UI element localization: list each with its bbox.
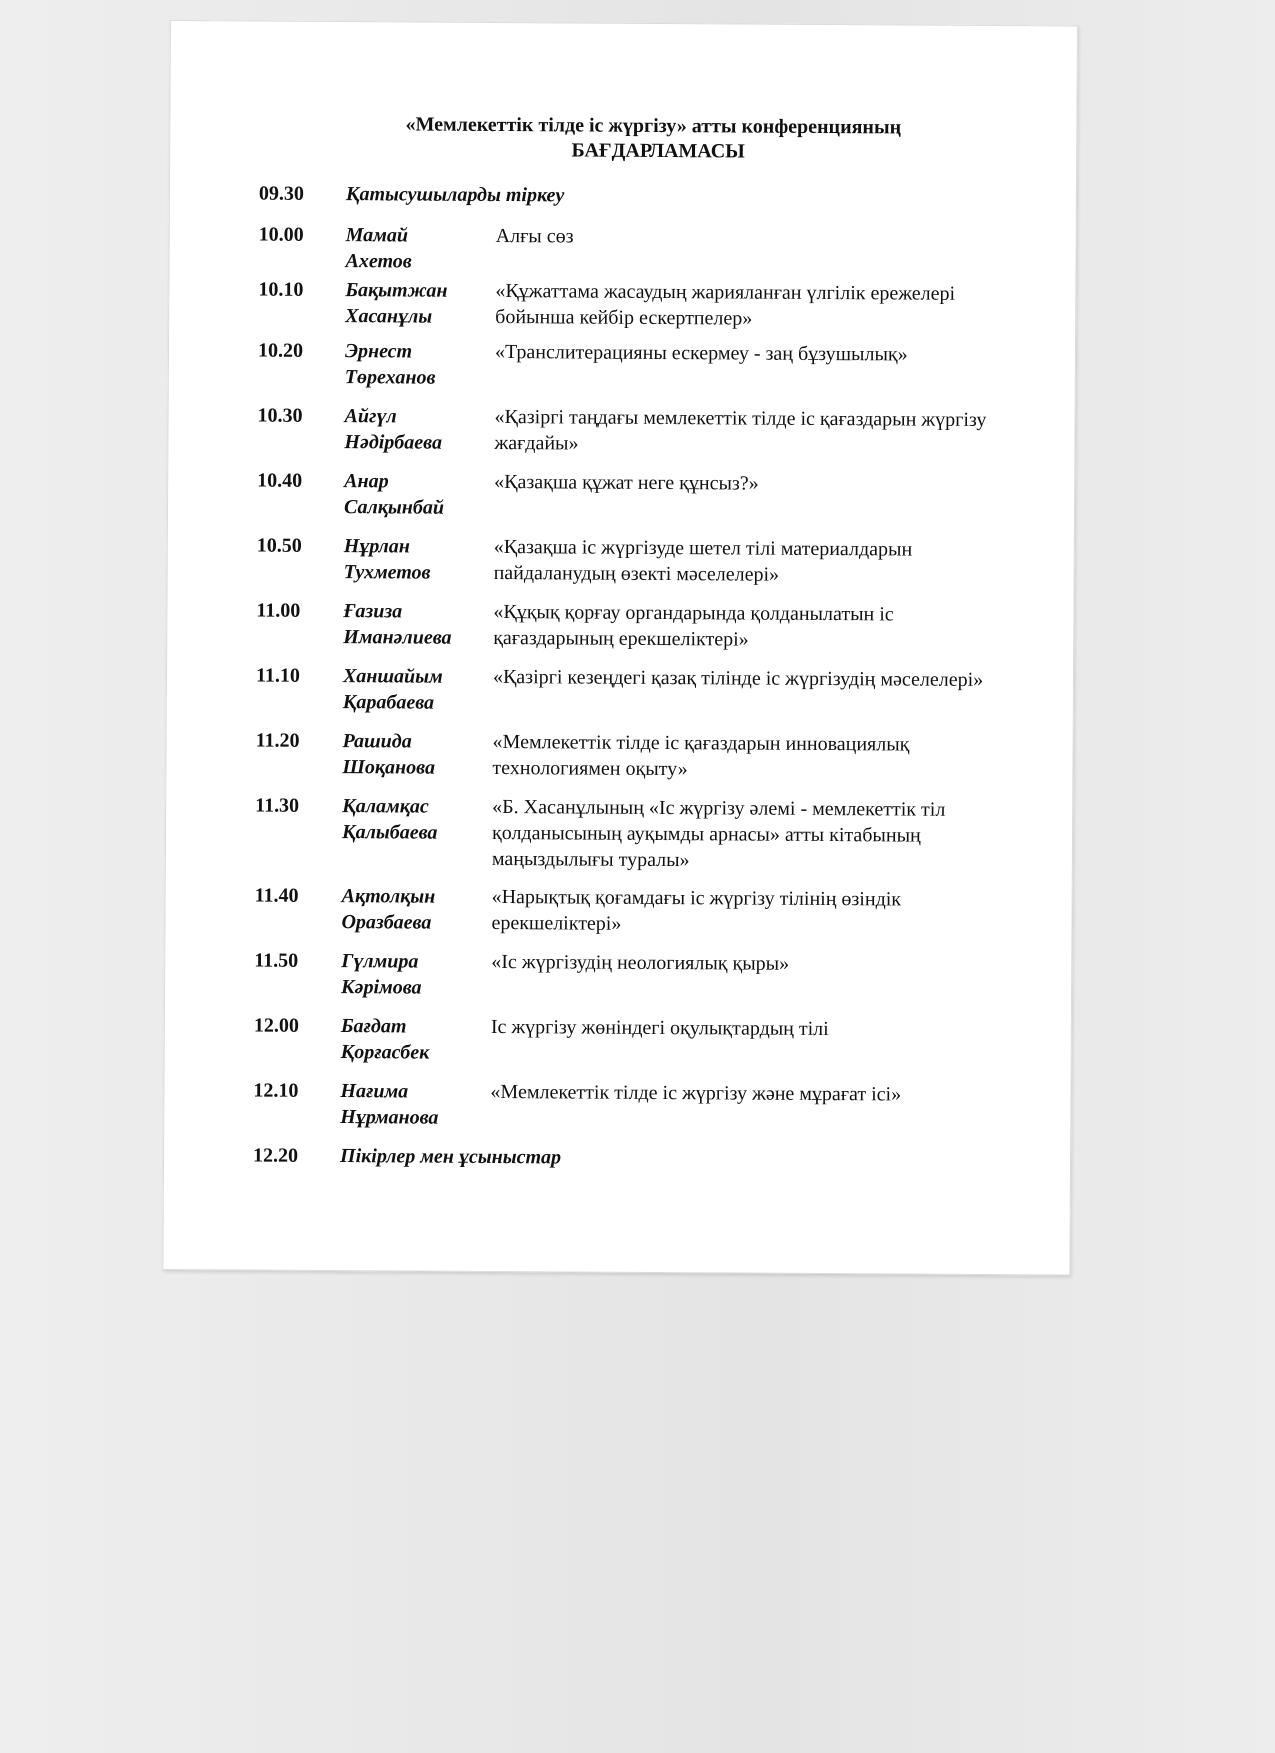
time-label: 12.20 xyxy=(252,1144,299,1167)
speaker-first-name: Айгүл xyxy=(344,405,397,428)
talk-topic: «Қазіргі кезеңдегі қазақ тілінде іс жүргізудің мәселелері» xyxy=(492,665,984,691)
agenda-item: Қатысушыларды тіркеу xyxy=(345,183,565,207)
schedule-row xyxy=(257,468,1057,519)
time-label: 09.30 xyxy=(258,182,305,205)
speaker-last-name: Қорғасбек xyxy=(340,1041,430,1064)
speaker-name xyxy=(342,728,492,781)
time-label: 10.50 xyxy=(256,534,302,557)
speaker-last-name: Ахетов xyxy=(345,250,412,273)
speaker-name xyxy=(345,277,495,330)
speaker-last-name: Салқынбай xyxy=(343,496,445,519)
speaker-first-name: Рашида xyxy=(342,730,412,753)
talk-topic: «Құжаттама жасаудың жарияланған үлгілік ережелері бойынша кейбір ескертпелер» xyxy=(495,279,956,330)
speaker-first-name: Ғазиза xyxy=(343,600,403,623)
program-heading: БАҒДАРЛАМАСЫ xyxy=(571,139,745,163)
talk-topic: Алғы сөз xyxy=(495,224,574,248)
speaker-last-name: Төреханов xyxy=(344,366,436,389)
time-label: 11.50 xyxy=(254,949,299,972)
talk-topic: «Құқық қорғау органдарында қолданылатын іс қағаздарының ерекшеліктері» xyxy=(493,600,894,651)
schedule-row xyxy=(253,1013,1054,1064)
conference-title: «Мемлекеттік тілде іс жүргізу» атты конференцияның xyxy=(405,113,902,139)
speaker-last-name: Қарабаева xyxy=(342,691,435,714)
agenda-item: Пікірлер мен ұсыныстар xyxy=(339,1145,562,1169)
talk-topic: «Іс жүргізудің неологиялық қыры» xyxy=(491,950,790,975)
time-label: 11.20 xyxy=(255,729,300,752)
talk-topic: Іс жүргізу жөніндегі оқулықтардың тілі xyxy=(490,1015,829,1041)
schedule-row xyxy=(252,1143,1053,1169)
speaker-last-name: Шоқанова xyxy=(342,756,436,779)
speaker-last-name: Кәрімова xyxy=(341,976,422,999)
schedule-row xyxy=(257,338,1058,389)
time-label: 11.00 xyxy=(256,599,301,622)
speaker-last-name: Иманәлиева xyxy=(343,626,452,649)
talk-topic: «Қазақша іс жүргізуде шетел тілі материалдарын пайдаланудың өзекті мәселелері» xyxy=(493,535,913,586)
talk-topic: «Мемлекеттік тілде іс жүргізу және мұрағат ісі» xyxy=(490,1080,902,1106)
time-label: 11.30 xyxy=(255,794,300,817)
schedule-row xyxy=(258,222,1059,273)
speaker-last-name: Қалыбаева xyxy=(341,821,438,844)
schedule-row xyxy=(254,883,1055,935)
speaker-name xyxy=(340,1078,490,1131)
speaker-first-name: Мамай xyxy=(345,224,409,247)
schedule-row xyxy=(257,403,1058,455)
speaker-first-name: Ханшайым xyxy=(342,665,443,688)
schedule-row xyxy=(253,1078,1054,1129)
talk-topic: «Б. Хасанұлының «Іс жүргізу әлемі - мемлекеттік тіл қолданысының ауқымды арнасы» атты кітабының маңыздылығы туралы» xyxy=(491,795,946,872)
talk-topic: «Транслитерацияны ескермеу - заң бұзушылық» xyxy=(494,340,908,366)
time-label: 10.00 xyxy=(258,223,304,246)
speaker-name xyxy=(344,403,494,456)
speaker-name xyxy=(341,948,491,1001)
speaker-last-name: Оразбаева xyxy=(341,911,432,934)
speaker-name xyxy=(341,1013,491,1066)
time-label: 10.30 xyxy=(257,404,303,427)
speaker-first-name: Эрнест xyxy=(344,340,413,363)
speaker-name xyxy=(342,793,492,846)
schedule-list xyxy=(252,181,1059,1169)
speaker-first-name: Нұрлан xyxy=(343,535,411,558)
schedule-row xyxy=(254,948,1054,999)
time-label: 11.10 xyxy=(255,664,300,687)
speaker-first-name: Бағдат xyxy=(340,1015,407,1038)
speaker-first-name: Гүлмира xyxy=(341,950,419,973)
time-label: 10.20 xyxy=(257,339,304,362)
speaker-last-name: Тухметов xyxy=(343,561,431,584)
document-header xyxy=(169,112,1077,166)
speaker-last-name: Хасанұлы xyxy=(345,305,433,328)
speaker-name xyxy=(345,222,495,275)
schedule-row xyxy=(255,793,1055,872)
schedule-row xyxy=(256,533,1057,586)
time-label: 10.10 xyxy=(258,278,304,301)
schedule-row xyxy=(256,598,1056,651)
time-label: 11.40 xyxy=(254,884,299,907)
speaker-first-name: Анар xyxy=(344,470,389,493)
speaker-name xyxy=(344,468,494,521)
speaker-last-name: Нәдірбаева xyxy=(344,431,443,454)
speaker-first-name: Қаламқас xyxy=(342,795,429,818)
speaker-name xyxy=(345,338,495,391)
talk-topic: «Нарықтық қоғамдағы іс жүргізу тілінің өзіндік ерекшеліктері» xyxy=(491,885,902,935)
schedule-row xyxy=(255,663,1056,714)
talk-topic: «Мемлекеттік тілде іс қағаздарын инновациялық технологиямен оқыту» xyxy=(492,730,910,781)
speaker-name xyxy=(343,663,493,716)
schedule-row xyxy=(258,181,1059,207)
talk-topic: «Қазақша құжат неге құнсыз?» xyxy=(494,470,759,495)
speaker-last-name: Нұрманова xyxy=(340,1106,439,1129)
time-label: 12.10 xyxy=(253,1079,299,1102)
schedule-row xyxy=(255,728,1056,781)
speaker-name xyxy=(343,598,493,651)
speaker-first-name: Ақтолқын xyxy=(341,885,436,908)
speaker-name xyxy=(344,533,494,586)
time-label: 12.00 xyxy=(253,1014,299,1037)
schedule-row xyxy=(258,277,1058,330)
time-label: 10.40 xyxy=(257,469,303,492)
program-page xyxy=(162,20,1078,1276)
speaker-first-name: Бақытжан xyxy=(345,279,448,302)
speaker-first-name: Нағима xyxy=(340,1080,409,1103)
talk-topic: «Қазіргі таңдағы мемлекеттік тілде іс қағаздарын жүргізу жағдайы» xyxy=(494,405,987,455)
speaker-name xyxy=(341,883,491,936)
